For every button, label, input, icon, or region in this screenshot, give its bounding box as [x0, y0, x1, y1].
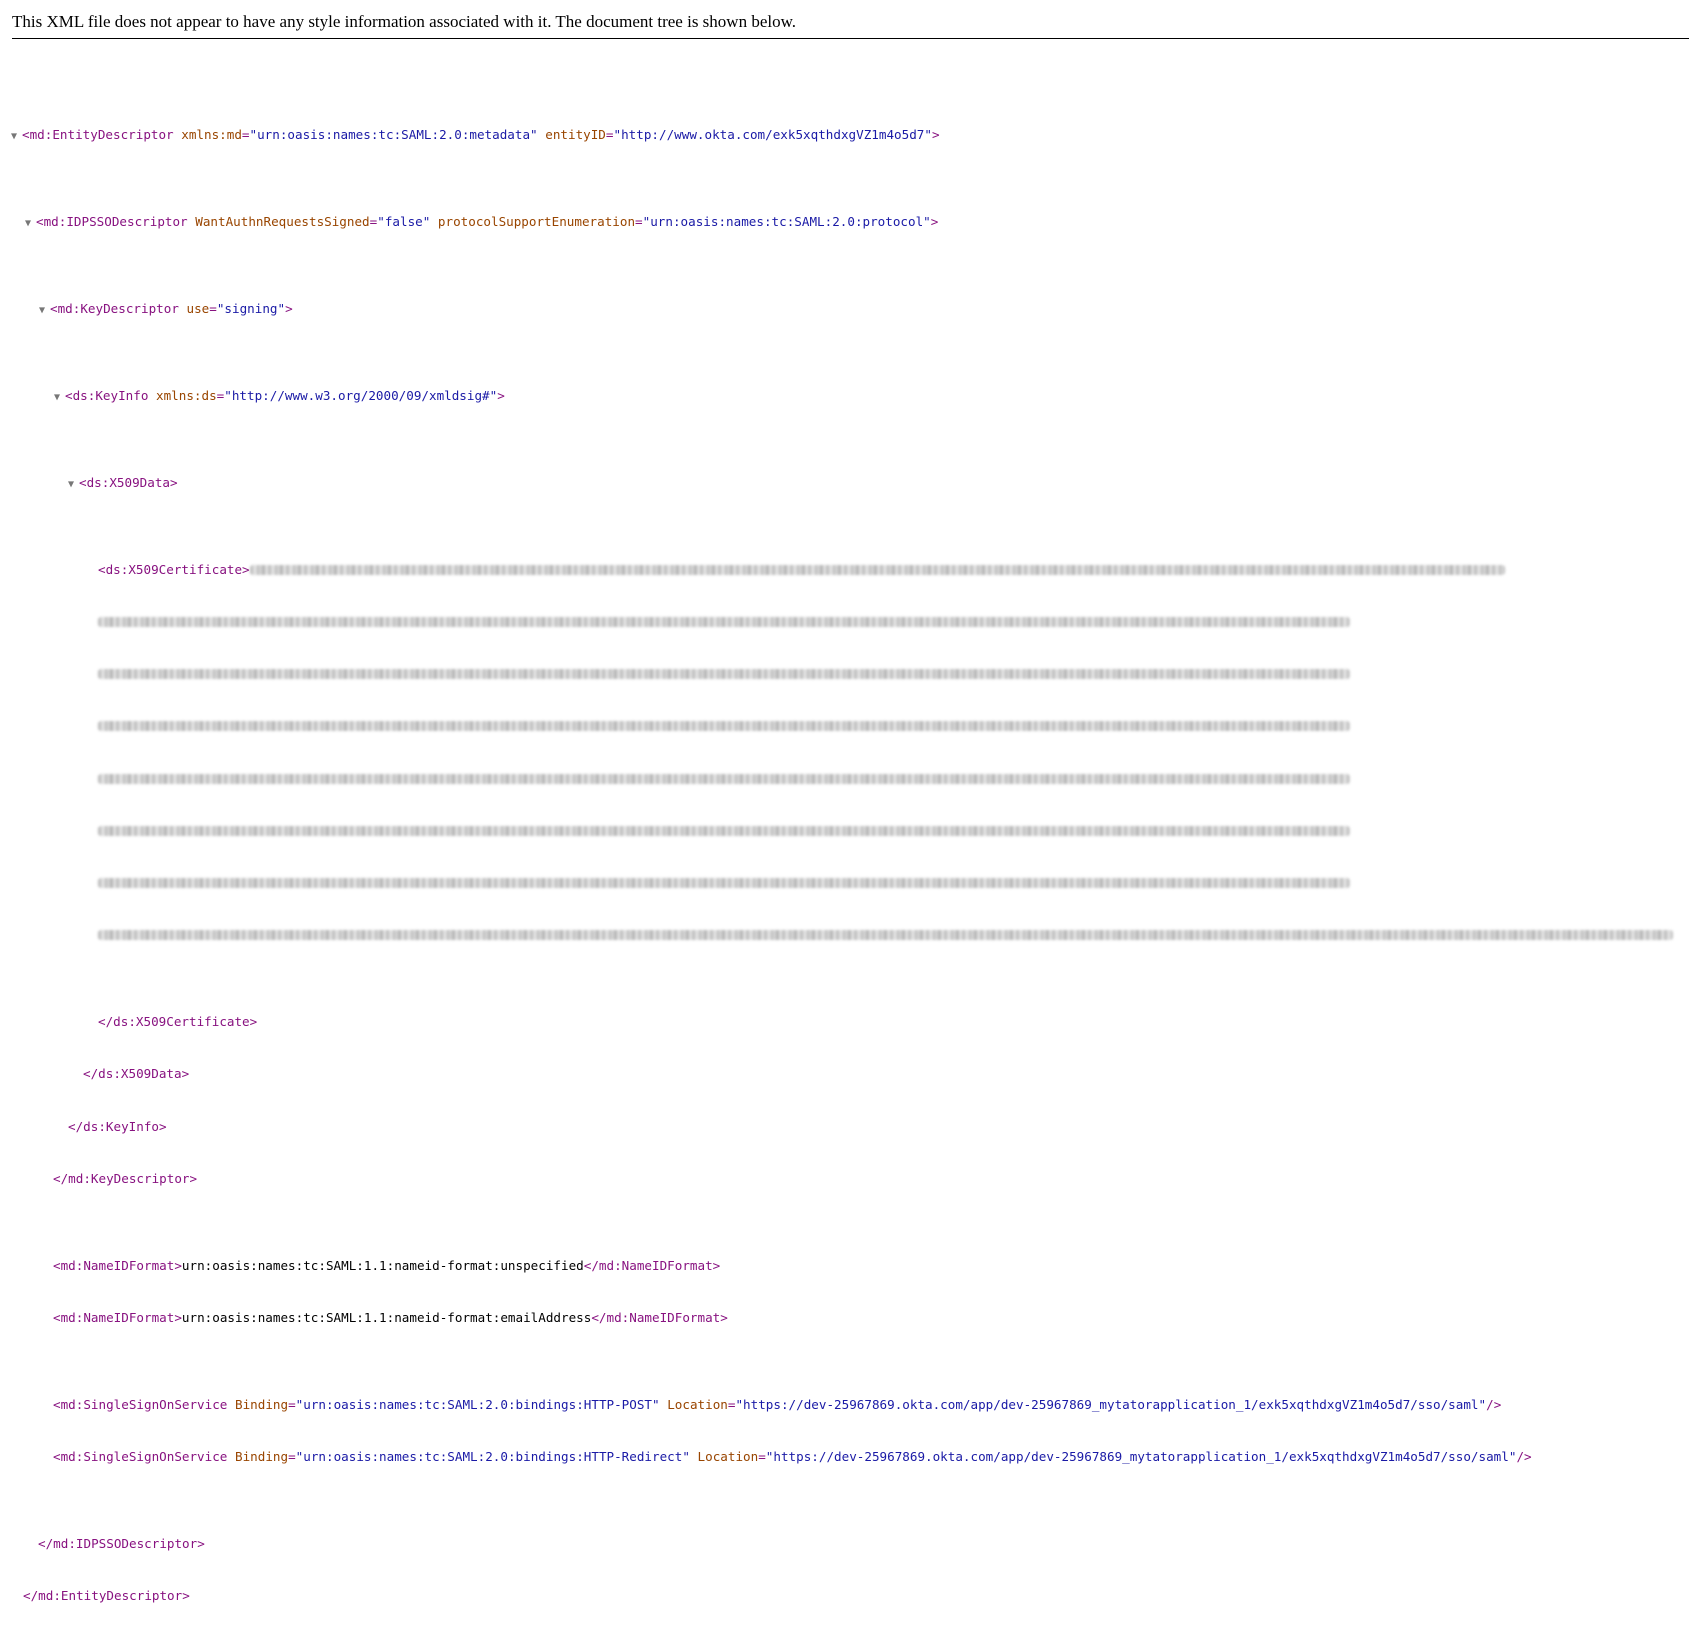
entity-descriptor-close-tag: </md:EntityDescriptor> [23, 1588, 190, 1604]
collapse-toggle-icon[interactable]: ▼ [25, 217, 32, 229]
redacted-certificate-line [0, 717, 1673, 734]
attr-name: use [186, 300, 210, 316]
redacted-certificate-text [98, 721, 1350, 731]
collapse-toggle-icon[interactable]: ▼ [39, 304, 46, 316]
redacted-certificate-line [0, 926, 1673, 943]
nameid-format-line [0, 1309, 1673, 1326]
nameid-format-value: urn:oasis:names:tc:SAML:1.1:nameid-format:emailAddress [181, 1309, 592, 1325]
redacted-certificate-text [98, 878, 1350, 888]
attr-name: Location [667, 1396, 728, 1412]
redacted-certificate-text [98, 930, 1673, 940]
attr-value: "https://dev-25967869.okta.com/app/dev-25967869_mytatorapplication_1/exk5xqthdxgVZ1m4o5d7/sso/saml" [735, 1396, 1487, 1412]
entity-descriptor-line: ▼ <md:EntityDescriptor xmlns:md="urn:oasis:names:tc:SAML:2.0:metadata" entityID="http://www.okta.com/exk5xqthdxgVZ1m4o5d7"> [0, 126, 1673, 143]
nameid-format-tag: <md:NameIDFormat> [53, 1309, 182, 1325]
key-descriptor-line: ▼ <md:KeyDescriptor use="signing"> [0, 300, 1673, 317]
attr-value: "urn:oasis:names:tc:SAML:2.0:bindings:HTTP-Redirect" [295, 1449, 690, 1465]
redacted-certificate-line [0, 822, 1673, 839]
redacted-certificate-line [0, 874, 1673, 891]
attr-name: Binding [234, 1396, 289, 1412]
x509-certificate-line [0, 561, 1673, 578]
x509-data-close-tag: </ds:X509Data> [83, 1066, 190, 1082]
key-info-line: ▼ <ds:KeyInfo xmlns:ds="http://www.w3.org/2000/09/xmldsig#"> [0, 387, 1673, 404]
nameid-format-close-tag: </md:NameIDFormat> [583, 1257, 721, 1273]
key-info-close-tag: </ds:KeyInfo> [68, 1118, 167, 1134]
x509-data-tag: <ds:X509Data> [79, 474, 178, 490]
sso-service-line: <md:SingleSignOnService Binding="urn:oasis:names:tc:SAML:2.0:bindings:HTTP-POST" Location="https://dev-25967869.okta.com/app/dev-25967869_mytatorapplication_1/exk5xqthdxgVZ1m4o5d7/sso/saml"/> [53, 1396, 1502, 1412]
collapse-toggle-icon[interactable]: ▼ [11, 130, 18, 142]
attr-name: entityID [545, 126, 606, 142]
x509-certificate-tag: <ds:X509Certificate> [98, 561, 250, 577]
redacted-certificate-text [98, 669, 1350, 679]
redacted-certificate-line [0, 665, 1673, 682]
redacted-certificate-line [0, 770, 1673, 787]
idpsso-descriptor-close-tag: </md:IDPSSODescriptor> [38, 1536, 205, 1552]
idpsso-descriptor-close-line [0, 1535, 1673, 1552]
attr-value: "false" [377, 213, 431, 229]
redacted-certificate-text [250, 565, 1505, 575]
key-descriptor-close-tag: </md:KeyDescriptor> [53, 1170, 198, 1186]
attr-value: "signing" [216, 300, 286, 316]
collapse-toggle-icon[interactable]: ▼ [68, 478, 75, 490]
nameid-format-value: urn:oasis:names:tc:SAML:1.1:nameid-format:unspecified [181, 1257, 584, 1273]
attr-value: "urn:oasis:names:tc:SAML:2.0:protocol" [642, 213, 931, 229]
x509-data-line [0, 474, 1673, 491]
nameid-format-line [0, 1257, 1673, 1274]
sso-service-tag: <md:SingleSignOnService [53, 1449, 228, 1465]
idpsso-descriptor-tag: <md:IDPSSODescriptor [36, 213, 188, 229]
attr-name: xmlns:ds [156, 387, 217, 403]
attr-value: "https://dev-25967869.okta.com/app/dev-25967869_mytatorapplication_1/exk5xqthdxgVZ1m4o5d7/sso/saml" [765, 1449, 1517, 1465]
attr-value: "http://www.okta.com/exk5xqthdxgVZ1m4o5d7" [613, 126, 932, 142]
entity-descriptor-tag: <md:EntityDescriptor [22, 126, 174, 142]
x509-certificate-close-tag: </ds:X509Certificate> [98, 1014, 258, 1030]
key-descriptor-tag: <md:KeyDescriptor [50, 300, 179, 316]
nameid-format-close-tag: </md:NameIDFormat> [591, 1309, 728, 1325]
attr-name: protocolSupportEnumeration [437, 213, 636, 229]
sso-service-tag: <md:SingleSignOnService [53, 1396, 228, 1412]
key-descriptor-close-line [0, 1170, 1673, 1187]
x509-data-close-line [0, 1065, 1673, 1082]
attr-name: Location [697, 1449, 759, 1465]
attr-name: WantAuthnRequestsSigned [195, 213, 370, 229]
header-divider [12, 38, 1689, 39]
attr-value: "urn:oasis:names:tc:SAML:2.0:metadata" [249, 126, 538, 142]
xml-no-style-notice: This XML file does not appear to have any style information associated with it. The document tree is shown below. [12, 12, 797, 31]
redacted-certificate-text [98, 774, 1350, 784]
idpsso-descriptor-line: ▼ <md:IDPSSODescriptor WantAuthnRequestsSigned="false" protocolSupportEnumeration="urn:oasis:names:tc:SAML:2.0:protocol"> [0, 213, 1673, 230]
sso-service-line: <md:SingleSignOnService Binding="urn:oasis:names:tc:SAML:2.0:bindings:HTTP-Redirect" Location="https://dev-25967869.okta.com/app/dev-25967869_mytatorapplication_1/exk5xqthdxgVZ1m4o5d7/sso/saml"/> [53, 1449, 1532, 1465]
attr-value: "http://www.w3.org/2000/09/xmldsig#" [224, 387, 498, 403]
redacted-certificate-text [98, 617, 1350, 627]
redacted-certificate-line [0, 613, 1673, 630]
attr-value: "urn:oasis:names:tc:SAML:2.0:bindings:HTTP-POST" [295, 1396, 660, 1412]
x509-certificate-close-line [0, 1013, 1673, 1030]
collapse-toggle-icon[interactable]: ▼ [54, 391, 61, 403]
key-info-close-line [0, 1118, 1673, 1135]
key-info-tag: <ds:KeyInfo [65, 387, 149, 403]
redacted-certificate-text [98, 826, 1350, 836]
attr-name: xmlns:md [181, 126, 242, 142]
entity-descriptor-close-line [0, 1587, 1673, 1604]
xml-document-tree [0, 56, 1673, 1640]
attr-name: Binding [234, 1449, 289, 1465]
nameid-format-tag: <md:NameIDFormat> [53, 1257, 182, 1273]
